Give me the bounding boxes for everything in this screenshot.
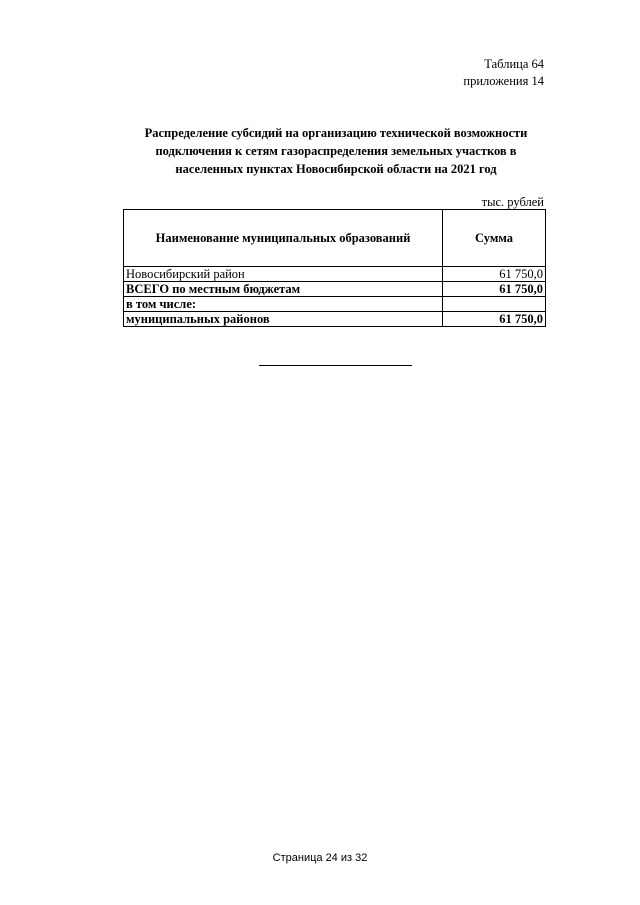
appendix-number: приложения 14 [463, 74, 544, 88]
table-reference [463, 56, 544, 90]
title-line-1: Распределение субсидий на организацию технической возможности [144, 126, 528, 140]
table-header-row [124, 210, 546, 267]
document-title [124, 124, 548, 178]
row-name-cell: Новосибирский район [124, 267, 443, 282]
units-label: тыс. рублей [481, 195, 544, 209]
column-header-name: Наименование муниципальных образований [124, 210, 443, 267]
table-row-districts [124, 312, 546, 327]
page-number: Страница 24 из 32 [272, 852, 368, 864]
row-sum-cell [443, 297, 546, 312]
row-name-cell: в том числе: [124, 297, 443, 312]
row-name-cell: муниципальных районов [124, 312, 443, 327]
subsidy-table [123, 209, 546, 327]
row-sum-cell: 61 750,0 [443, 312, 546, 327]
row-sum-cell: 61 750,0 [443, 267, 546, 282]
title-line-2: подключения к сетям газораспределения земельных участков в [155, 144, 517, 158]
separator-line [259, 365, 412, 366]
column-header-sum: Сумма [443, 210, 546, 267]
table-number: Таблица 64 [484, 57, 544, 71]
title-line-3: населенных пунктах Новосибирской области на 2021 год [175, 162, 497, 176]
table-row [124, 267, 546, 282]
row-name-cell: ВСЕГО по местным бюджетам [124, 282, 443, 297]
table-row-total [124, 282, 546, 297]
row-sum-cell: 61 750,0 [443, 282, 546, 297]
table-row-including [124, 297, 546, 312]
